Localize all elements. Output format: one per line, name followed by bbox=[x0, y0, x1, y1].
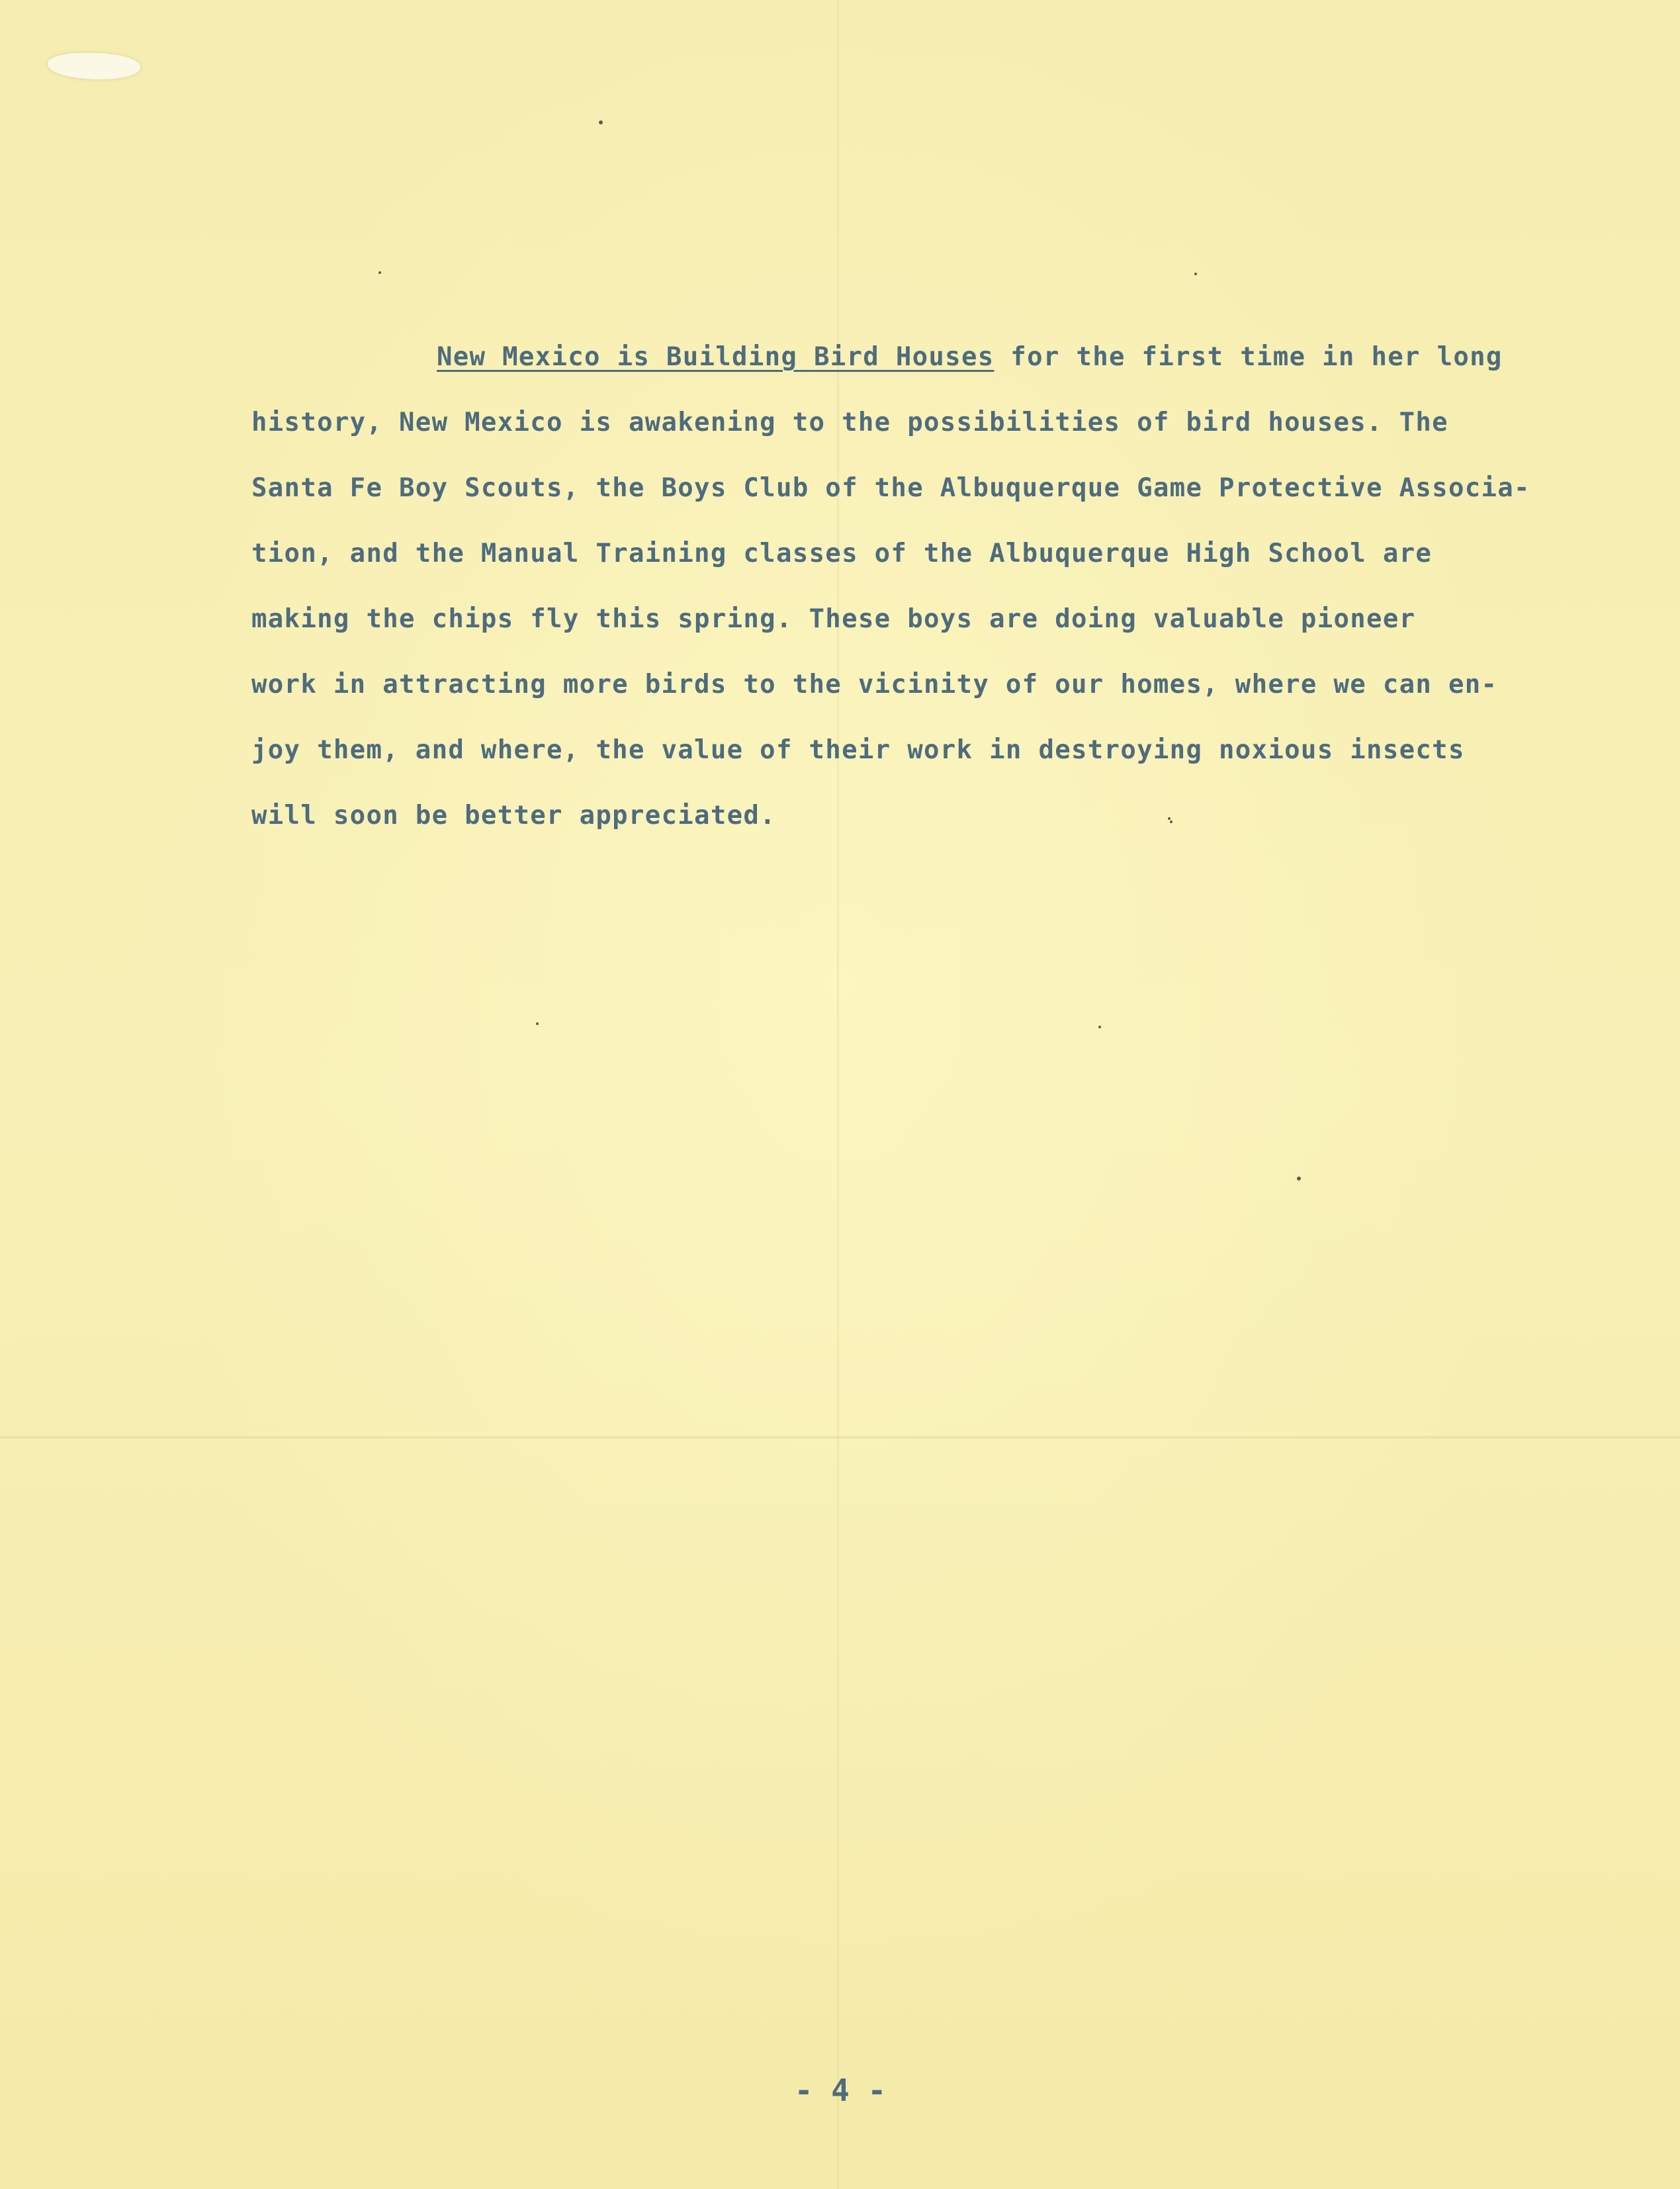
paragraph-line-5: making the chips fly this spring. These boys are doing valuable pioneer bbox=[251, 604, 1416, 634]
article-paragraph bbox=[251, 324, 1562, 848]
ink-speck bbox=[378, 271, 381, 274]
page-number: - 4 - bbox=[794, 2073, 887, 2108]
paper-fold-horizontal bbox=[0, 1436, 1680, 1439]
paragraph-line-6: work in attracting more birds to the vicinity of our homes, where we can en- bbox=[251, 670, 1498, 699]
paper-tear bbox=[48, 53, 140, 79]
ink-speck bbox=[1297, 1177, 1301, 1181]
paragraph-line-7: joy them, and where, the value of their work in destroying noxious insects bbox=[251, 735, 1465, 765]
article-heading: New Mexico is Building Bird Houses bbox=[437, 342, 995, 372]
paragraph-line-2: history, New Mexico is awakening to the possibilities of bird houses. The bbox=[251, 408, 1448, 437]
paragraph-line-1-text: for the first time in her long bbox=[994, 342, 1503, 372]
ink-speck bbox=[599, 120, 603, 124]
paragraph-line-4: tion, and the Manual Training classes of the Albuquerque High School are bbox=[251, 539, 1433, 568]
paragraph-line-8: will soon be better appreciated. bbox=[251, 801, 776, 830]
paragraph-line-1 bbox=[251, 324, 1562, 390]
paragraph-line-3: Santa Fe Boy Scouts, the Boys Club of the Albuquerque Game Protective Associa- bbox=[251, 473, 1530, 503]
ink-speck bbox=[1098, 1026, 1101, 1028]
ink-speck bbox=[1194, 273, 1197, 275]
ink-speck bbox=[536, 1022, 539, 1025]
